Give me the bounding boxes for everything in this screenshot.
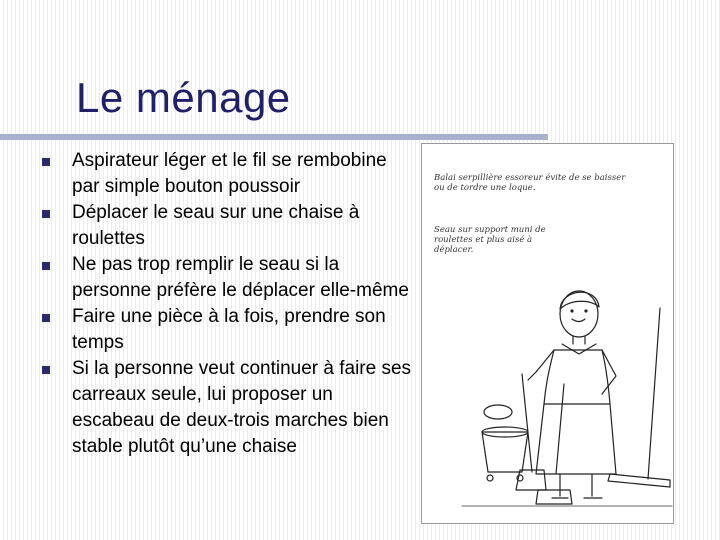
- bullet-item: [42, 252, 412, 304]
- caption-line: Balai serpillière essoreur évite de se baisser: [434, 173, 626, 183]
- square-bullet-icon: [42, 262, 50, 270]
- woman-cleaning-drawing: [422, 144, 675, 525]
- bullet-item: [42, 200, 412, 252]
- bullet-item: [42, 304, 412, 356]
- caption-line: ou de tordre une loque.: [434, 183, 536, 193]
- title-underline: [0, 134, 548, 140]
- bullet-text: Aspirateur léger et le fil se rembobine par simple bouton poussoir: [72, 150, 387, 197]
- bullet-text: Ne pas trop remplir le seau si la personne préfère le déplacer elle-même: [72, 254, 409, 301]
- mop-handle: [648, 308, 660, 479]
- broom-head: [516, 470, 546, 490]
- caption-line: déplacer.: [434, 245, 474, 255]
- bullet-item: [42, 356, 412, 460]
- mop-head: [608, 474, 670, 487]
- skirt: [536, 404, 616, 474]
- bullet-text: Si la personne veut continuer à faire ses carreaux seule, lui proposer un escabeau de deux-trois marches bien stable plutôt qu’une chaise: [72, 358, 412, 457]
- caption-line: Seau sur support muni de: [434, 225, 546, 235]
- brush-handle: [556, 384, 564, 474]
- caption-line: roulettes et plus aisé à: [434, 235, 533, 245]
- hair: [560, 292, 599, 309]
- blouse: [544, 350, 610, 404]
- slide-title: Le ménage: [76, 74, 291, 121]
- dustpan: [536, 490, 572, 504]
- bucket-handle: [484, 405, 512, 419]
- bullet-text: Faire une pièce à la fois, prendre son temps: [72, 306, 386, 353]
- bullet-text: Déplacer le seau sur une chaise à roulettes: [72, 202, 360, 249]
- collar: [562, 344, 596, 354]
- square-bullet-icon: [42, 158, 50, 166]
- cleaning-illustration: [421, 143, 674, 524]
- square-bullet-icon: [42, 314, 50, 322]
- bullet-item: [42, 148, 412, 200]
- legs: [560, 474, 592, 496]
- broom-handle: [522, 374, 532, 472]
- bullet-list: [42, 148, 412, 460]
- square-bullet-icon: [42, 210, 50, 218]
- bucket: [482, 432, 528, 472]
- mouth: [572, 319, 585, 322]
- square-bullet-icon: [42, 366, 50, 374]
